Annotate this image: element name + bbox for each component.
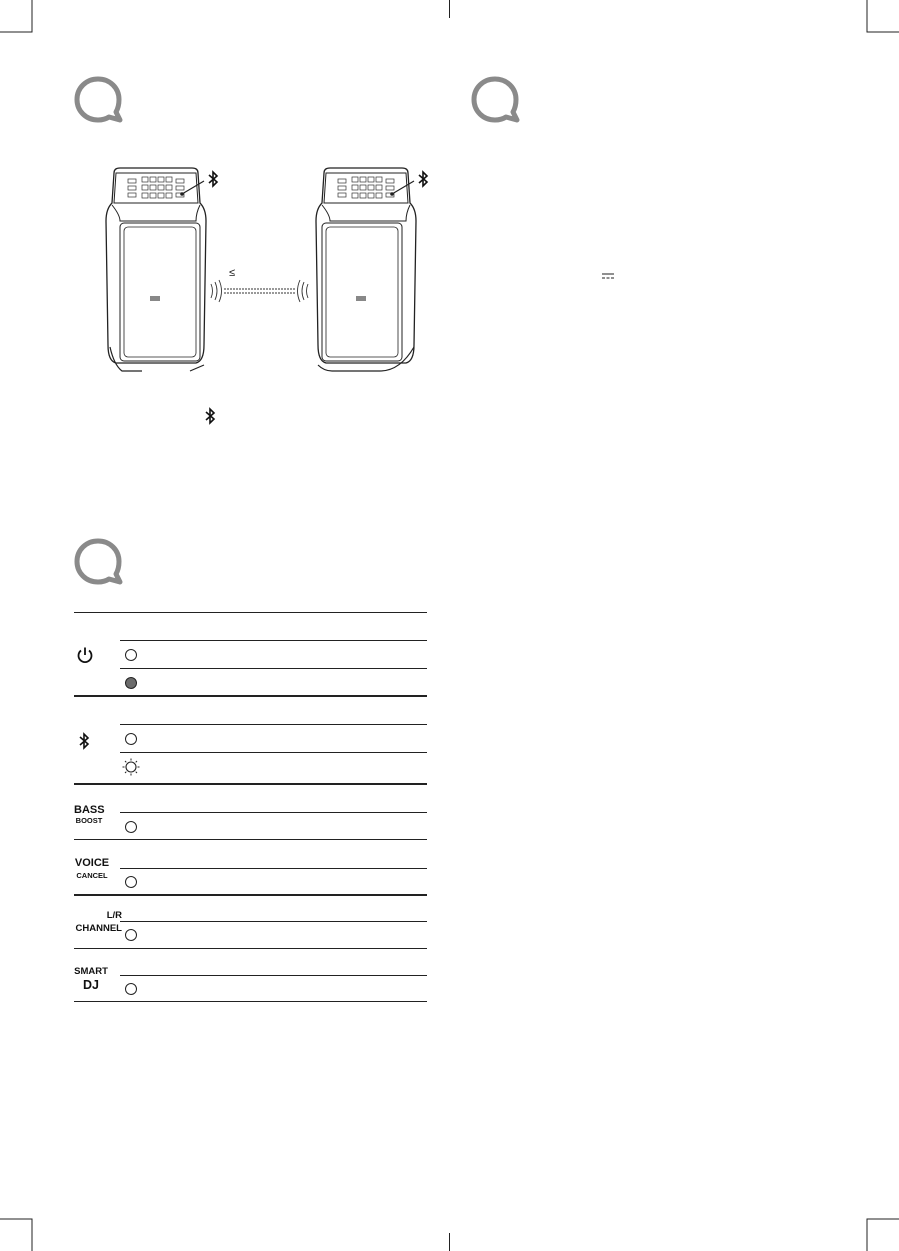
dc-symbol-icon bbox=[601, 272, 615, 280]
lr-channel-label-small: CHANNEL bbox=[75, 922, 122, 934]
power-icon bbox=[76, 646, 94, 664]
table-rule bbox=[120, 668, 427, 669]
bluetooth-icon bbox=[204, 407, 216, 425]
tip-bubble-icon bbox=[74, 538, 128, 588]
led-indicator-off bbox=[125, 649, 137, 661]
led-indicator-off bbox=[125, 929, 137, 941]
table-rule bbox=[74, 894, 427, 896]
table-rule bbox=[120, 812, 427, 813]
bass-boost-label bbox=[74, 805, 104, 825]
table-rule bbox=[120, 640, 427, 641]
bluetooth-icon bbox=[78, 731, 90, 751]
voice-cancel-label bbox=[74, 858, 110, 880]
led-indicator-off bbox=[125, 821, 137, 833]
smart-dj-label-small: DJ bbox=[83, 977, 99, 992]
led-indicator-off bbox=[125, 733, 137, 745]
table-rule bbox=[74, 1001, 427, 1002]
led-indicator-off bbox=[125, 876, 137, 888]
lr-channel-label bbox=[74, 911, 122, 933]
table-rule bbox=[74, 612, 427, 613]
table-rule bbox=[74, 695, 427, 697]
table-rule bbox=[120, 868, 427, 869]
wireless-link-illustration bbox=[205, 270, 320, 305]
bluetooth-icon bbox=[207, 170, 219, 188]
table-rule bbox=[74, 783, 427, 785]
led-indicator-off bbox=[125, 983, 137, 995]
tip-bubble-icon bbox=[74, 76, 128, 126]
table-rule bbox=[120, 921, 427, 922]
table-rule bbox=[120, 724, 427, 725]
bass-boost-label-big: BASS bbox=[74, 804, 105, 816]
lr-channel-label-big: L/R bbox=[106, 910, 122, 921]
smart-dj-label-big: SMART bbox=[74, 966, 108, 977]
tip-bubble-icon bbox=[471, 76, 525, 126]
voice-cancel-label-big: VOICE bbox=[74, 857, 110, 869]
bluetooth-icon bbox=[417, 170, 429, 188]
led-flashing-icon bbox=[122, 758, 140, 776]
bass-boost-label-small: BOOST bbox=[75, 816, 103, 825]
table-rule bbox=[74, 839, 427, 840]
table-rule bbox=[120, 975, 427, 976]
led-indicator-solid bbox=[125, 677, 137, 689]
table-rule bbox=[120, 752, 427, 753]
table-rule bbox=[74, 948, 427, 949]
link-symbol: ≤ bbox=[229, 267, 236, 279]
voice-cancel-label-small: CANCEL bbox=[76, 871, 108, 880]
smart-dj-label bbox=[74, 967, 108, 991]
